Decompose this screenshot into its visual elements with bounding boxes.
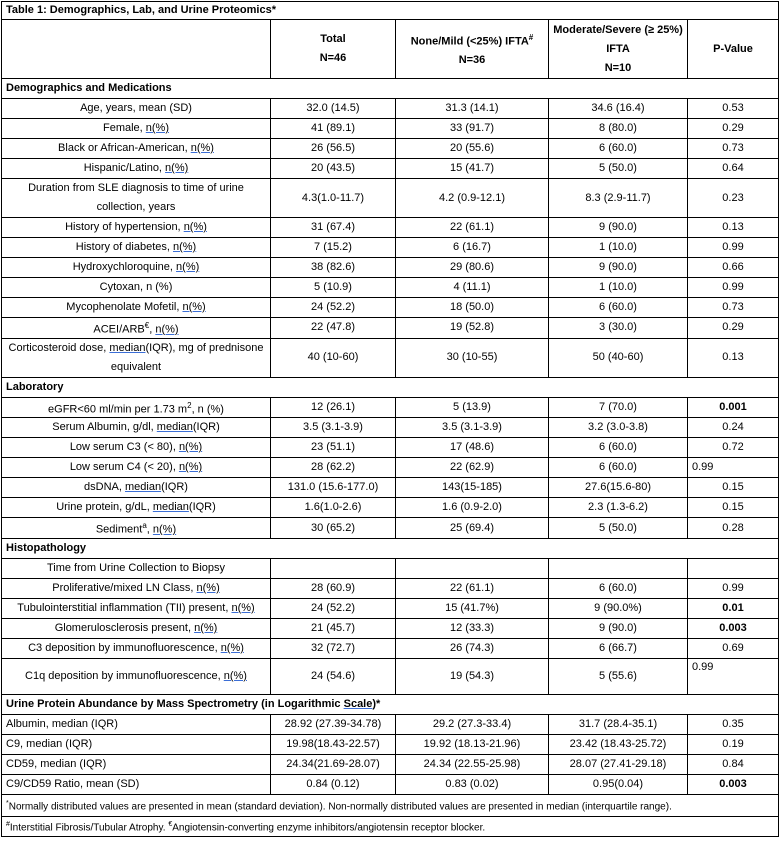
table-row — [2, 714, 779, 734]
cell-p-value: 0.35 — [688, 714, 779, 734]
section-title-underlined: Scale — [343, 697, 373, 710]
table-row — [2, 558, 779, 578]
section-header — [2, 694, 779, 714]
cell-p-value: 0.001 — [688, 397, 779, 418]
row-label-underlined: median — [125, 481, 162, 494]
cell-total: 38 (82.6) — [271, 258, 396, 278]
cell-total: 4.3(1.0-11.7) — [271, 179, 396, 218]
section-row — [2, 538, 779, 558]
cell-none-mild: 26 (74.3) — [396, 638, 549, 658]
header-total-line1: Total — [320, 33, 346, 45]
section-row — [2, 377, 779, 397]
row-label-tail: (IQR) — [192, 421, 220, 434]
cell-total: 12 (26.1) — [271, 397, 396, 418]
footnote-text2: Angiotensin-converting enzyme inhibitors/angiotensin receptor blocker. — [172, 822, 486, 834]
cell-none-mild: 143(15-185) — [396, 478, 549, 498]
cell-total: 19.98(18.43-22.57) — [271, 734, 396, 754]
section-title: Histopathology — [6, 541, 87, 554]
row-label — [2, 618, 271, 638]
section-header — [2, 79, 779, 99]
row-label-tail: (IQR) — [161, 481, 188, 494]
row-label-text: Duration from SLE diagnosis to time of urine collection, years — [28, 182, 244, 213]
cell-total: 40 (10-60) — [271, 338, 396, 377]
row-label-underlined: n(%) — [165, 162, 189, 174]
table-row — [2, 438, 779, 458]
table-title-row — [2, 2, 779, 20]
header-moderate-severe — [549, 20, 688, 79]
cell-p-value: 0.29 — [688, 318, 779, 339]
cell-none-mild: 30 (10-55) — [396, 338, 549, 377]
table-row — [2, 598, 779, 618]
cell-p-value — [688, 558, 779, 578]
cell-none-mild: 19 (54.3) — [396, 658, 549, 694]
footnote — [2, 816, 779, 836]
cell-none-mild: 33 (91.7) — [396, 119, 549, 139]
cell-p-value: 0.72 — [688, 438, 779, 458]
cell-total: 20 (43.5) — [271, 159, 396, 179]
cell-moderate-severe — [549, 558, 688, 578]
cell-total: 26 (56.5) — [271, 139, 396, 159]
cell-moderate-severe: 9 (90.0) — [549, 218, 688, 238]
cell-total — [271, 558, 396, 578]
cell-none-mild: 6 (16.7) — [396, 238, 549, 258]
row-label-text: Black or African-American, — [58, 142, 191, 154]
row-label-text: Urine protein, g/dL, — [56, 501, 153, 514]
cell-p-value: 0.29 — [688, 119, 779, 139]
cell-p-value: 0.99 — [688, 578, 779, 598]
row-label — [2, 518, 271, 539]
header-none-mild-line2: N=36 — [458, 54, 486, 67]
cell-none-mild: 15 (41.7) — [396, 159, 549, 179]
cell-moderate-severe: 6 (60.0) — [549, 578, 688, 598]
table-row — [2, 298, 779, 318]
table-row — [2, 658, 779, 694]
table-row — [2, 119, 779, 139]
cell-p-value: 0.99 — [688, 278, 779, 298]
cell-none-mild: 22 (61.1) — [396, 578, 549, 598]
table-row — [2, 397, 779, 418]
cell-p-value: 0.73 — [688, 298, 779, 318]
table-row — [2, 258, 779, 278]
row-label-sup: 2 — [187, 400, 192, 410]
footnote-sup: * — [6, 800, 9, 808]
cell-moderate-severe: 1 (10.0) — [549, 238, 688, 258]
section-title: Urine Protein Abundance by Mass Spectrometry (in Logarithmic — [6, 697, 344, 710]
row-label-underlined: n(%) — [231, 601, 255, 614]
row-label-text: Hispanic/Latino, — [83, 162, 166, 174]
header-total-line2: N=46 — [319, 52, 347, 64]
cell-p-value: 0.73 — [688, 139, 779, 159]
section-title: Laboratory — [6, 380, 64, 393]
row-label — [2, 218, 271, 238]
section-title-after: )* — [372, 697, 381, 710]
table-row — [2, 478, 779, 498]
cell-none-mild: 20 (55.6) — [396, 139, 549, 159]
row-label-text: C9, median (IQR) — [6, 737, 93, 750]
row-label — [2, 179, 271, 218]
cell-moderate-severe: 5 (55.6) — [549, 658, 688, 694]
section-header — [2, 538, 779, 558]
row-label-text: Mycophenolate Mofetil, — [66, 301, 183, 313]
row-label-underlined: n(%) — [145, 122, 170, 134]
row-label-text: Hydroxychloroquine, — [72, 261, 177, 273]
cell-total: 1.6(1.0-2.6) — [271, 498, 396, 518]
row-label — [2, 298, 271, 318]
row-label-text: Albumin, median (IQR) — [6, 717, 118, 730]
table-row — [2, 578, 779, 598]
row-label — [2, 397, 271, 418]
cell-total: 24.34(21.69-28.07) — [271, 754, 396, 774]
cell-none-mild: 1.6 (0.9-2.0) — [396, 498, 549, 518]
table-row — [2, 179, 779, 218]
row-label-underlined: n(%) — [172, 241, 197, 253]
cell-total: 28.92 (27.39-34.78) — [271, 714, 396, 734]
cell-p-value: 0.24 — [688, 418, 779, 438]
cell-none-mild: 19 (52.8) — [396, 318, 549, 339]
row-label-text: History of hypertension, — [65, 221, 184, 233]
footnote-row — [2, 794, 779, 816]
table-row — [2, 139, 779, 159]
cell-p-value: 0.15 — [688, 498, 779, 518]
table-row — [2, 99, 779, 119]
header-blank — [2, 20, 271, 79]
row-label-text: Female, — [102, 122, 146, 134]
cell-total: 24 (52.2) — [271, 298, 396, 318]
cell-p-value: 0.01 — [688, 598, 779, 618]
cell-none-mild: 4 (11.1) — [396, 278, 549, 298]
cell-total: 22 (47.8) — [271, 318, 396, 339]
cell-p-value: 0.19 — [688, 734, 779, 754]
row-label-text: Corticosteroid dose, — [8, 341, 110, 354]
row-label-text: Serum Albumin, g/dl, — [52, 421, 157, 434]
row-label-tail: (IQR) — [188, 501, 216, 514]
row-label — [2, 438, 271, 458]
table-row — [2, 218, 779, 238]
cell-none-mild: 31.3 (14.1) — [396, 99, 549, 119]
cell-total: 24 (52.2) — [271, 598, 396, 618]
row-label — [2, 338, 271, 377]
cell-total: 5 (10.9) — [271, 278, 396, 298]
row-label-after: , — [149, 323, 156, 336]
header-total — [271, 20, 396, 79]
cell-none-mild: 22 (61.1) — [396, 218, 549, 238]
table-row — [2, 498, 779, 518]
row-label-text: dsDNA, — [84, 481, 125, 494]
footnote-row — [2, 816, 779, 836]
cell-total: 3.5 (3.1-3.9) — [271, 418, 396, 438]
cell-total: 32.0 (14.5) — [271, 99, 396, 119]
table-title: Table 1: Demographics, Lab, and Urine Proteomics* — [2, 2, 779, 20]
footnote-sup2: € — [168, 821, 173, 829]
cell-total: 24 (54.6) — [271, 658, 396, 694]
row-label — [2, 139, 271, 159]
cell-total: 131.0 (15.6-177.0) — [271, 478, 396, 498]
row-label-underlined: n(%) — [182, 301, 206, 313]
row-label — [2, 774, 271, 794]
table-row — [2, 618, 779, 638]
cell-p-value: 0.003 — [688, 618, 779, 638]
cell-p-value: 0.69 — [688, 638, 779, 658]
cell-p-value: 0.99 — [688, 658, 779, 694]
table-row — [2, 238, 779, 258]
row-label-underlined: n(%) — [190, 142, 214, 154]
cell-none-mild: 0.83 (0.02) — [396, 774, 549, 794]
cell-total: 31 (67.4) — [271, 218, 396, 238]
row-label-underlined: n(%) — [220, 641, 244, 654]
cell-total: 41 (89.1) — [271, 119, 396, 139]
table-row — [2, 754, 779, 774]
cell-moderate-severe: 6 (66.7) — [549, 638, 688, 658]
cell-p-value: 0.13 — [688, 338, 779, 377]
cell-none-mild — [396, 558, 549, 578]
footnote-text: Normally distributed values are presented in mean (standard deviation). Non-normally distributed values are presented in median (interquartile range). — [8, 801, 672, 813]
cell-moderate-severe: 0.95(0.04) — [549, 774, 688, 794]
section-row — [2, 694, 779, 714]
cell-moderate-severe: 50 (40-60) — [549, 338, 688, 377]
row-label-underlined: n(%) — [196, 581, 220, 594]
row-label — [2, 714, 271, 734]
cell-total: 30 (65.2) — [271, 518, 396, 539]
row-label-text: C9/CD59 Ratio, mean (SD) — [6, 777, 140, 790]
row-label-text: Age, years, mean (SD) — [80, 102, 192, 114]
cell-total: 32 (72.7) — [271, 638, 396, 658]
footnote-sup: # — [6, 821, 10, 829]
cell-none-mild: 12 (33.3) — [396, 618, 549, 638]
header-none-mild — [396, 20, 549, 79]
cell-moderate-severe: 27.6(15.6-80) — [549, 478, 688, 498]
cell-none-mild: 19.92 (18.13-21.96) — [396, 734, 549, 754]
cell-p-value: 0.53 — [688, 99, 779, 119]
cell-none-mild: 29.2 (27.3-33.4) — [396, 714, 549, 734]
cell-moderate-severe: 9 (90.0) — [549, 618, 688, 638]
row-label-underlined: n(%) — [178, 441, 203, 454]
cell-moderate-severe: 6 (60.0) — [549, 438, 688, 458]
table-header-row — [2, 20, 779, 79]
row-label-underlined: n(%) — [155, 323, 179, 336]
cell-none-mild: 15 (41.7%) — [396, 598, 549, 618]
cell-moderate-severe: 3.2 (3.0-3.8) — [549, 418, 688, 438]
row-label — [2, 458, 271, 478]
row-label — [2, 578, 271, 598]
footnote — [2, 794, 779, 816]
row-label — [2, 498, 271, 518]
cell-moderate-severe: 3 (30.0) — [549, 318, 688, 339]
row-label — [2, 558, 271, 578]
row-label-text: Sediment — [95, 523, 143, 536]
cell-none-mild: 4.2 (0.9-12.1) — [396, 179, 549, 218]
section-row — [2, 79, 779, 99]
cell-moderate-severe: 5 (50.0) — [549, 159, 688, 179]
row-label-text: C3 deposition by immunofluorescence, — [28, 641, 221, 654]
cell-p-value: 0.13 — [688, 218, 779, 238]
cell-moderate-severe: 6 (60.0) — [549, 139, 688, 159]
row-label-sup: € — [144, 321, 150, 330]
cell-moderate-severe: 8.3 (2.9-11.7) — [549, 179, 688, 218]
row-label-underlined: n(%) — [152, 523, 177, 536]
row-label-text: Glomerulosclerosis present, — [54, 621, 195, 634]
header-none-mild-line1: None/Mild (<25%) IFTA# — [410, 32, 534, 48]
row-label-text: Low serum C4 (< 20), — [69, 461, 179, 474]
row-label-after: , — [146, 523, 153, 536]
row-label-after: , n (%) — [191, 403, 224, 416]
cell-moderate-severe: 7 (70.0) — [549, 397, 688, 418]
row-label-underlined: n(%) — [183, 221, 207, 233]
cell-moderate-severe: 2.3 (1.3-6.2) — [549, 498, 688, 518]
cell-total: 28 (62.2) — [271, 458, 396, 478]
cell-none-mild: 17 (48.6) — [396, 438, 549, 458]
header-mod-line1: Moderate/Severe (≥ 25%) — [553, 23, 683, 36]
row-label — [2, 658, 271, 694]
row-label-text: Tubulointerstitial inflammation (TII) present, — [17, 601, 232, 614]
table-row — [2, 638, 779, 658]
row-label — [2, 119, 271, 139]
cell-moderate-severe: 5 (50.0) — [549, 518, 688, 539]
cell-none-mild: 29 (80.6) — [396, 258, 549, 278]
row-label — [2, 478, 271, 498]
row-label-text: ACEI/ARB — [93, 323, 145, 336]
header-mod-line3: N=10 — [604, 61, 632, 74]
row-label-text: CD59, median (IQR) — [6, 757, 107, 770]
cell-moderate-severe: 1 (10.0) — [549, 278, 688, 298]
row-label-sup: a — [142, 521, 147, 531]
cell-moderate-severe: 8 (80.0) — [549, 119, 688, 139]
cell-p-value: 0.99 — [688, 238, 779, 258]
table-page — [1, 1, 778, 848]
row-label-underlined: n(%) — [178, 461, 203, 474]
table-row — [2, 338, 779, 377]
table-row — [2, 418, 779, 438]
cell-total: 21 (45.7) — [271, 618, 396, 638]
row-label — [2, 258, 271, 278]
table-row — [2, 518, 779, 539]
row-label — [2, 418, 271, 438]
row-label-text: C1q deposition by immunofluorescence, — [25, 669, 224, 682]
table-row — [2, 774, 779, 794]
row-label — [2, 638, 271, 658]
row-label-underlined: n(%) — [194, 621, 218, 634]
table-row — [2, 159, 779, 179]
row-label-underlined: median — [156, 421, 193, 434]
cell-none-mild: 18 (50.0) — [396, 298, 549, 318]
cell-total: 7 (15.2) — [271, 238, 396, 258]
cell-p-value: 0.003 — [688, 774, 779, 794]
section-header — [2, 377, 779, 397]
row-label-text: Cytoxan, n (%) — [99, 281, 173, 293]
cell-moderate-severe: 6 (60.0) — [549, 298, 688, 318]
cell-moderate-severe: 6 (60.0) — [549, 458, 688, 478]
cell-total: 28 (60.9) — [271, 578, 396, 598]
section-title: Demographics and Medications — [6, 82, 172, 94]
row-label — [2, 159, 271, 179]
cell-p-value: 0.84 — [688, 754, 779, 774]
cell-moderate-severe: 34.6 (16.4) — [549, 99, 688, 119]
cell-moderate-severe: 28.07 (27.41-29.18) — [549, 754, 688, 774]
table-row — [2, 278, 779, 298]
row-label — [2, 278, 271, 298]
cell-moderate-severe: 9 (90.0) — [549, 258, 688, 278]
row-label — [2, 318, 271, 339]
row-label-text: Proliferative/mixed LN Class, — [52, 581, 197, 594]
row-label-text: Low serum C3 (< 80), — [69, 441, 179, 454]
cell-total: 23 (51.1) — [271, 438, 396, 458]
cell-none-mild: 24.34 (22.55-25.98) — [396, 754, 549, 774]
row-label — [2, 238, 271, 258]
row-label-underlined: median — [152, 501, 189, 514]
demographics-table — [1, 1, 779, 837]
cell-p-value: 0.66 — [688, 258, 779, 278]
header-p-value: P-Value — [688, 20, 779, 79]
cell-p-value: 0.64 — [688, 159, 779, 179]
row-label-tail: (IQR), mg of prednisone equivalent — [110, 341, 264, 373]
cell-p-value: 0.99 — [688, 458, 779, 478]
footnote-text: Interstitial Fibrosis/Tubular Atrophy. — [9, 822, 169, 834]
row-label-text: History of diabetes, — [75, 241, 173, 253]
row-label — [2, 754, 271, 774]
table-row — [2, 458, 779, 478]
cell-moderate-severe: 9 (90.0%) — [549, 598, 688, 618]
row-label — [2, 734, 271, 754]
cell-p-value: 0.15 — [688, 478, 779, 498]
row-label-underlined: median — [109, 341, 146, 354]
header-mod-line2: IFTA — [606, 42, 630, 55]
cell-total: 0.84 (0.12) — [271, 774, 396, 794]
row-label-underlined: n(%) — [223, 669, 247, 682]
table-row — [2, 734, 779, 754]
cell-none-mild: 25 (69.4) — [396, 518, 549, 539]
cell-none-mild: 3.5 (3.1-3.9) — [396, 418, 549, 438]
cell-p-value: 0.23 — [688, 179, 779, 218]
cell-moderate-severe: 23.42 (18.43-25.72) — [549, 734, 688, 754]
row-label — [2, 598, 271, 618]
row-label-text: eGFR<60 ml/min per 1.73 m — [48, 403, 188, 416]
row-label-text: Time from Urine Collection to Biopsy — [46, 561, 226, 574]
row-label — [2, 99, 271, 119]
cell-p-value: 0.28 — [688, 518, 779, 539]
row-label-underlined: n(%) — [176, 261, 200, 273]
cell-moderate-severe: 31.7 (28.4-35.1) — [549, 714, 688, 734]
table-row — [2, 318, 779, 339]
cell-none-mild: 22 (62.9) — [396, 458, 549, 478]
cell-none-mild: 5 (13.9) — [396, 397, 549, 418]
